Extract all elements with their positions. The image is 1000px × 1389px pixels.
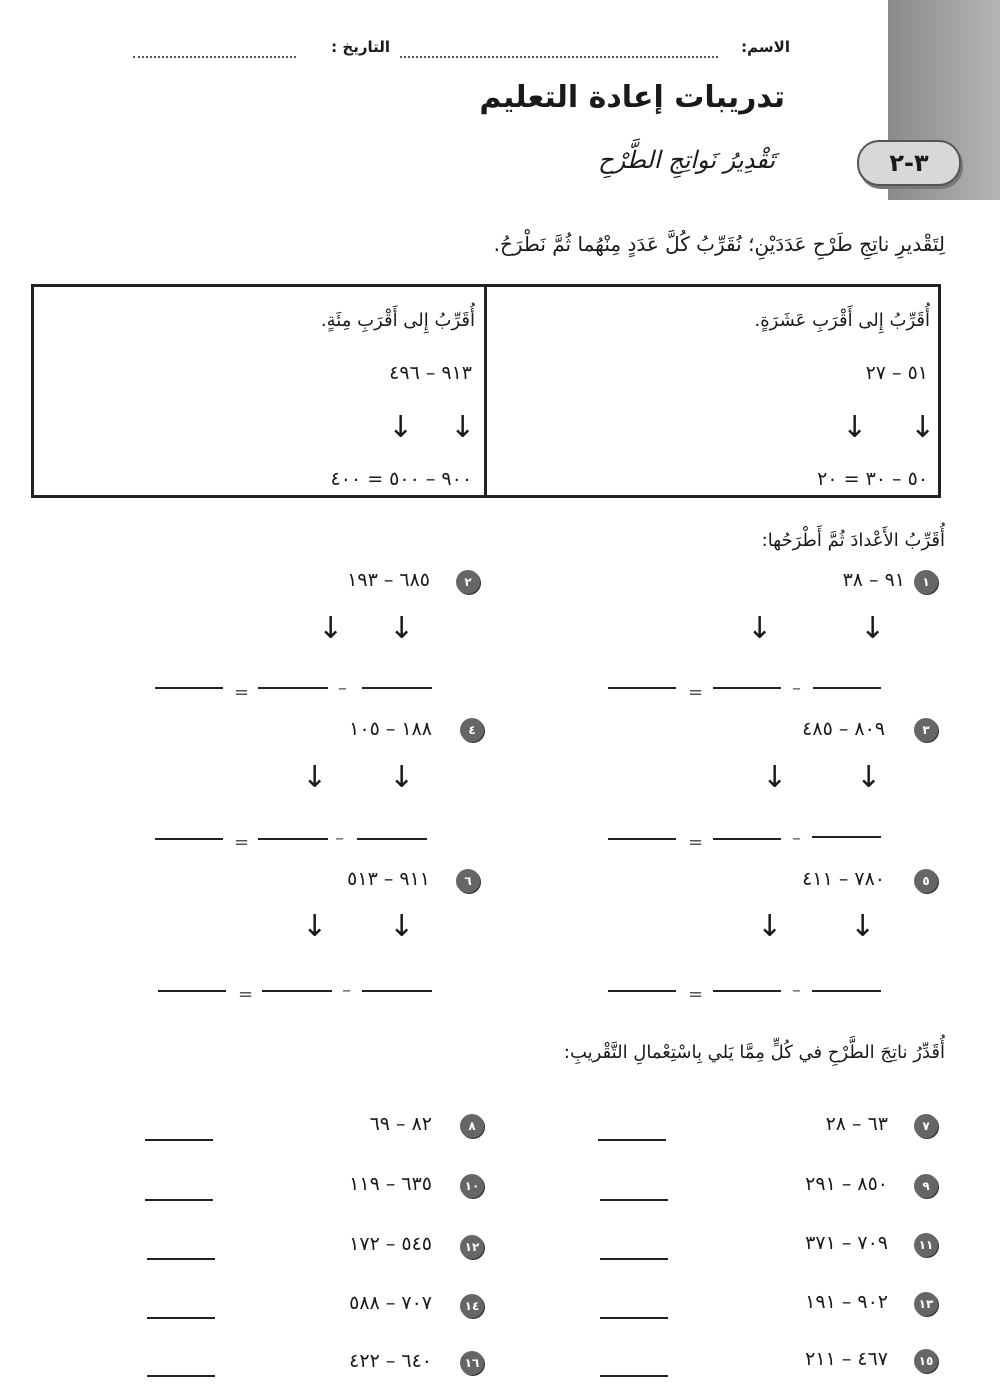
down-arrow-icon: ↓ <box>389 909 415 944</box>
item-badge: ٦ <box>456 869 480 893</box>
equals-sign: = <box>688 682 704 703</box>
answer-blank[interactable] <box>145 1139 213 1141</box>
item-badge: ٥ <box>914 869 938 893</box>
answer-blank[interactable] <box>145 1199 213 1201</box>
down-arrow-icon: ↓ <box>856 760 882 795</box>
answer-blank[interactable] <box>812 990 881 992</box>
date-field[interactable] <box>133 42 296 58</box>
item-badge: ٣ <box>914 718 938 742</box>
item-badge: ١٤ <box>460 1294 484 1318</box>
item-badge: ١٢ <box>460 1235 484 1259</box>
down-arrow-icon: ↓ <box>757 909 783 944</box>
date-label: التاريخ : <box>331 38 390 56</box>
answer-blank[interactable] <box>608 838 676 840</box>
problem-11: ٧٠٩ – ٣٧١ <box>805 1232 888 1254</box>
equals-sign: = <box>688 984 704 1005</box>
down-arrow-icon: ↓ <box>850 909 876 944</box>
example-hundreds-problem: ٩١٣ – ٤٩٦ <box>389 362 472 384</box>
answer-blank[interactable] <box>147 1317 215 1319</box>
answer-blank[interactable] <box>600 1258 668 1260</box>
down-arrow-icon: ↓ <box>762 760 788 795</box>
minus-sign: – <box>342 980 351 1001</box>
item-badge: ١٦ <box>460 1351 484 1375</box>
answer-blank[interactable] <box>158 990 226 992</box>
lesson-number-badge: ٣-٢ <box>857 140 961 186</box>
answer-blank[interactable] <box>362 687 432 689</box>
minus-sign: – <box>792 828 801 849</box>
minus-sign: – <box>792 678 801 699</box>
problem-13: ٩٠٢ – ١٩١ <box>805 1291 888 1313</box>
item-badge: ١٠ <box>460 1174 484 1198</box>
down-arrow-icon: ↓ <box>860 611 886 646</box>
answer-blank[interactable] <box>155 687 223 689</box>
answer-blank[interactable] <box>600 1199 668 1201</box>
equals-sign: = <box>234 832 250 853</box>
intro-text: لِتَقْديرِ ناتِجِ طَرْحِ عَدَدَيْنِ؛ نُقَرِّبُ كُلَّ عَدَدٍ مِنْهُما ثُمَّ نَطْرَحُ. <box>493 232 945 256</box>
example-hundreds-result: ٩٠٠ – ٥٠٠ = ٤٠٠ <box>330 468 472 490</box>
example-tens-heading: أُقَرِّبُ إِلى أَقْرَبِ عَشَرَةٍ. <box>754 310 930 331</box>
answer-blank[interactable] <box>258 687 328 689</box>
answer-blank[interactable] <box>713 687 781 689</box>
answer-blank[interactable] <box>357 838 427 840</box>
problem-2: ٦٨٥ – ١٩٣ <box>347 569 430 591</box>
problem-6: ٩١١ – ٥١٣ <box>347 868 430 890</box>
minus-sign: – <box>792 980 801 1001</box>
down-arrow-icon: ↓ <box>450 410 476 445</box>
name-field[interactable] <box>400 42 718 58</box>
answer-blank[interactable] <box>608 687 676 689</box>
equals-sign: = <box>238 984 254 1005</box>
problem-7: ٦٣ – ٢٨ <box>825 1113 888 1135</box>
problem-9: ٨٥٠ – ٢٩١ <box>805 1173 888 1195</box>
problem-16: ٦٤٠ – ٤٢٢ <box>349 1350 432 1372</box>
answer-blank[interactable] <box>600 1375 668 1377</box>
problem-8: ٨٢ – ٦٩ <box>369 1113 432 1135</box>
section2-heading: أُقَدِّرُ ناتِجَ الطَّرْحِ في كُلٍّ مِمَّا يَلي بِاسْتِعْمالِ التَّقْريبِ: <box>563 1042 945 1063</box>
answer-blank[interactable] <box>608 990 676 992</box>
problem-4: ١٨٨ – ١٠٥ <box>349 718 432 740</box>
problem-10: ٦٣٥ – ١١٩ <box>349 1173 432 1195</box>
answer-blank[interactable] <box>713 838 781 840</box>
item-badge: ١ <box>914 570 938 594</box>
answer-blank[interactable] <box>600 1317 668 1319</box>
answer-blank[interactable] <box>147 1375 215 1377</box>
example-box-divider <box>484 284 487 498</box>
example-hundreds-heading: أُقَرِّبُ إِلى أَقْرَبِ مِئَةٍ. <box>320 310 475 331</box>
lesson-subtitle: تَقْدِيرُ نَواتِجِ الطَّرْحِ <box>598 146 775 174</box>
answer-blank[interactable] <box>362 990 432 992</box>
down-arrow-icon: ↓ <box>842 410 868 445</box>
item-badge: ١٥ <box>914 1349 938 1373</box>
item-badge: ٤ <box>460 718 484 742</box>
problem-12: ٥٤٥ – ١٧٢ <box>349 1233 432 1255</box>
problem-1: ٩١ – ٣٨ <box>842 569 905 591</box>
down-arrow-icon: ↓ <box>389 760 415 795</box>
example-tens-problem: ٥١ – ٢٧ <box>865 362 928 384</box>
problem-14: ٧٠٧ – ٥٨٨ <box>349 1292 432 1314</box>
answer-blank[interactable] <box>147 1258 215 1260</box>
down-arrow-icon: ↓ <box>910 410 936 445</box>
answer-blank[interactable] <box>262 990 332 992</box>
item-badge: ٩ <box>914 1174 938 1198</box>
minus-sign: – <box>338 678 347 699</box>
item-badge: ٨ <box>460 1114 484 1138</box>
down-arrow-icon: ↓ <box>302 760 328 795</box>
name-label: الاسم: <box>741 38 790 56</box>
page-title: تدريبات إعادة التعليم <box>479 80 785 115</box>
item-badge: ١٣ <box>914 1292 938 1316</box>
section1-heading: أُقَرِّبُ الأَعْدادَ ثُمَّ أَطْرَحُها: <box>761 530 945 551</box>
item-badge: ٧ <box>914 1114 938 1138</box>
answer-blank[interactable] <box>713 990 781 992</box>
down-arrow-icon: ↓ <box>302 909 328 944</box>
problem-15: ٤٦٧ – ٢١١ <box>805 1348 888 1370</box>
example-tens-result: ٥٠ – ٣٠ = ٢٠ <box>817 468 928 490</box>
answer-blank[interactable] <box>598 1139 666 1141</box>
down-arrow-icon: ↓ <box>388 410 414 445</box>
problem-5: ٧٨٠ – ٤١١ <box>802 868 885 890</box>
answer-blank[interactable] <box>813 687 881 689</box>
item-badge: ١١ <box>914 1233 938 1257</box>
item-badge: ٢ <box>456 570 480 594</box>
answer-blank[interactable] <box>258 838 328 840</box>
equals-sign: = <box>688 832 704 853</box>
down-arrow-icon: ↓ <box>318 611 344 646</box>
down-arrow-icon: ↓ <box>747 611 773 646</box>
down-arrow-icon: ↓ <box>389 611 415 646</box>
equals-sign: = <box>234 682 250 703</box>
problem-3: ٨٠٩ – ٤٨٥ <box>802 718 885 740</box>
answer-blank[interactable] <box>155 838 223 840</box>
answer-blank[interactable] <box>812 836 881 838</box>
minus-sign: – <box>335 828 344 849</box>
